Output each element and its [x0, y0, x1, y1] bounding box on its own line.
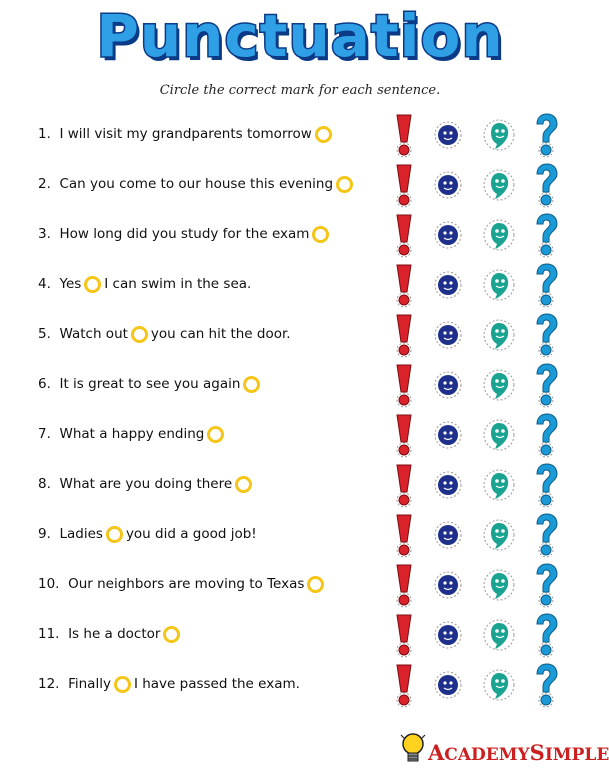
punctuation-options	[390, 660, 570, 710]
exclamation-mark-icon[interactable]	[392, 212, 416, 258]
punctuation-options	[390, 310, 570, 360]
period-icon[interactable]	[433, 170, 463, 200]
punctuation-options	[390, 560, 570, 610]
exclamation-mark-icon[interactable]	[392, 112, 416, 158]
sentence-after: you can hit the door.	[150, 326, 291, 342]
period-icon[interactable]	[433, 370, 463, 400]
period-icon[interactable]	[433, 520, 463, 550]
period-icon[interactable]	[433, 220, 463, 250]
sentence-text	[38, 474, 255, 494]
sentence-after: you did a good job!	[125, 526, 257, 542]
answer-circle[interactable]	[336, 176, 353, 193]
period-icon[interactable]	[433, 270, 463, 300]
sentence-number: 11.	[38, 626, 60, 642]
exclamation-mark-icon[interactable]	[392, 162, 416, 208]
sentence-after: I have passed the exam.	[133, 676, 300, 692]
exclamation-mark-icon[interactable]	[392, 312, 416, 358]
sentence-number: 2.	[38, 176, 51, 192]
period-icon[interactable]	[433, 670, 463, 700]
answer-circle[interactable]	[207, 426, 224, 443]
answer-circle[interactable]	[235, 476, 252, 493]
sentence-after: I can swim in the sea.	[104, 276, 252, 292]
answer-circle[interactable]	[315, 126, 332, 143]
sentence-text	[38, 124, 335, 144]
comma-icon[interactable]	[482, 168, 516, 202]
sentence-before: Watch out	[59, 326, 128, 342]
exclamation-mark-icon[interactable]	[392, 612, 416, 658]
sentence-before: Ladies	[59, 526, 103, 542]
question-mark-icon[interactable]	[533, 312, 559, 358]
sentence-text	[38, 174, 356, 194]
exclamation-mark-icon[interactable]	[392, 562, 416, 608]
period-icon[interactable]	[433, 120, 463, 150]
sentence-text	[38, 524, 257, 544]
sentence-number: 8.	[38, 476, 51, 492]
question-mark-icon[interactable]	[533, 662, 559, 708]
sentence-number: 12.	[38, 676, 60, 692]
comma-icon[interactable]	[482, 268, 516, 302]
sentence-row	[0, 210, 600, 260]
sentence-text	[38, 424, 227, 444]
question-mark-icon[interactable]	[533, 562, 559, 608]
sentence-before: What a happy ending	[59, 426, 205, 442]
sentence-row	[0, 310, 600, 360]
answer-circle[interactable]	[307, 576, 324, 593]
comma-icon[interactable]	[482, 668, 516, 702]
answer-circle[interactable]	[114, 676, 131, 693]
answer-circle[interactable]	[84, 276, 101, 293]
comma-icon[interactable]	[482, 468, 516, 502]
exclamation-mark-icon[interactable]	[392, 662, 416, 708]
exclamation-mark-icon[interactable]	[392, 362, 416, 408]
answer-circle[interactable]	[131, 326, 148, 343]
answer-circle[interactable]	[163, 626, 180, 643]
sentence-row	[0, 260, 600, 310]
sentence-number: 9.	[38, 526, 51, 542]
sentence-before: Can you come to our house this evening	[59, 176, 334, 192]
punctuation-options	[390, 610, 570, 660]
answer-circle[interactable]	[106, 526, 123, 543]
answer-circle[interactable]	[312, 226, 329, 243]
period-icon[interactable]	[433, 320, 463, 350]
question-mark-icon[interactable]	[533, 512, 559, 558]
exclamation-mark-icon[interactable]	[392, 262, 416, 308]
punctuation-options	[390, 460, 570, 510]
comma-icon[interactable]	[482, 368, 516, 402]
comma-icon[interactable]	[482, 618, 516, 652]
punctuation-options	[390, 410, 570, 460]
sentence-row	[0, 160, 600, 210]
sentence-before: Finally	[68, 676, 111, 692]
exclamation-mark-icon[interactable]	[392, 512, 416, 558]
sentence-row	[0, 510, 600, 560]
comma-icon[interactable]	[482, 518, 516, 552]
sentence-before: Is he a doctor	[68, 626, 161, 642]
period-icon[interactable]	[433, 620, 463, 650]
question-mark-icon[interactable]	[533, 612, 559, 658]
punctuation-options	[390, 160, 570, 210]
comma-icon[interactable]	[482, 568, 516, 602]
punctuation-options	[390, 510, 570, 560]
answer-circle[interactable]	[243, 376, 260, 393]
sentence-number: 6.	[38, 376, 51, 392]
sentence-row	[0, 560, 600, 610]
sentence-before: Our neighbors are moving to Texas	[68, 576, 305, 592]
sentence-number: 4.	[38, 276, 51, 292]
punctuation-options	[390, 210, 570, 260]
sentence-before: Yes	[59, 276, 82, 292]
comma-icon[interactable]	[482, 418, 516, 452]
sentence-before: How long did you study for the exam	[59, 226, 310, 242]
sentence-before: It is great to see you again	[59, 376, 241, 392]
brand-logo	[398, 728, 609, 772]
worksheet-title: Punctuation	[96, 2, 504, 70]
sentence-row	[0, 410, 600, 460]
sentence-row	[0, 360, 600, 410]
sentence-text	[38, 374, 263, 394]
sentence-text	[38, 574, 327, 594]
lightbulb-icon	[400, 732, 426, 768]
comma-icon[interactable]	[482, 318, 516, 352]
period-icon[interactable]	[433, 470, 463, 500]
exclamation-mark-icon[interactable]	[392, 412, 416, 458]
comma-icon[interactable]	[482, 218, 516, 252]
sentence-text	[38, 274, 251, 294]
question-mark-icon[interactable]	[533, 362, 559, 408]
instructions: Circle the correct mark for each sentence.	[159, 83, 441, 98]
sentence-text	[38, 224, 332, 244]
question-mark-icon[interactable]	[533, 262, 559, 308]
sentence-row	[0, 610, 600, 660]
comma-icon[interactable]	[482, 118, 516, 152]
sentence-number: 1.	[38, 126, 51, 142]
sentence-text	[38, 624, 183, 644]
question-mark-icon[interactable]	[533, 412, 559, 458]
question-mark-icon[interactable]	[533, 162, 559, 208]
punctuation-options	[390, 260, 570, 310]
sentence-number: 7.	[38, 426, 51, 442]
punctuation-options	[390, 360, 570, 410]
sentence-row	[0, 460, 600, 510]
punctuation-options	[390, 110, 570, 160]
sentence-row	[0, 660, 600, 710]
sentence-number: 3.	[38, 226, 51, 242]
question-mark-icon[interactable]	[533, 212, 559, 258]
period-icon[interactable]	[433, 420, 463, 450]
question-mark-icon[interactable]	[533, 462, 559, 508]
exclamation-mark-icon[interactable]	[392, 462, 416, 508]
sentence-text	[38, 324, 291, 344]
sentence-row	[0, 110, 600, 160]
period-icon[interactable]	[433, 570, 463, 600]
sentence-number: 5.	[38, 326, 51, 342]
question-mark-icon[interactable]	[533, 112, 559, 158]
sentence-before: What are you doing there	[59, 476, 233, 492]
sentence-before: I will visit my grandparents tomorrow	[59, 126, 312, 142]
sentence-number: 10.	[38, 576, 60, 592]
brand-name: ACADEMYSIMPLE	[428, 740, 609, 765]
sentence-text	[38, 674, 300, 694]
